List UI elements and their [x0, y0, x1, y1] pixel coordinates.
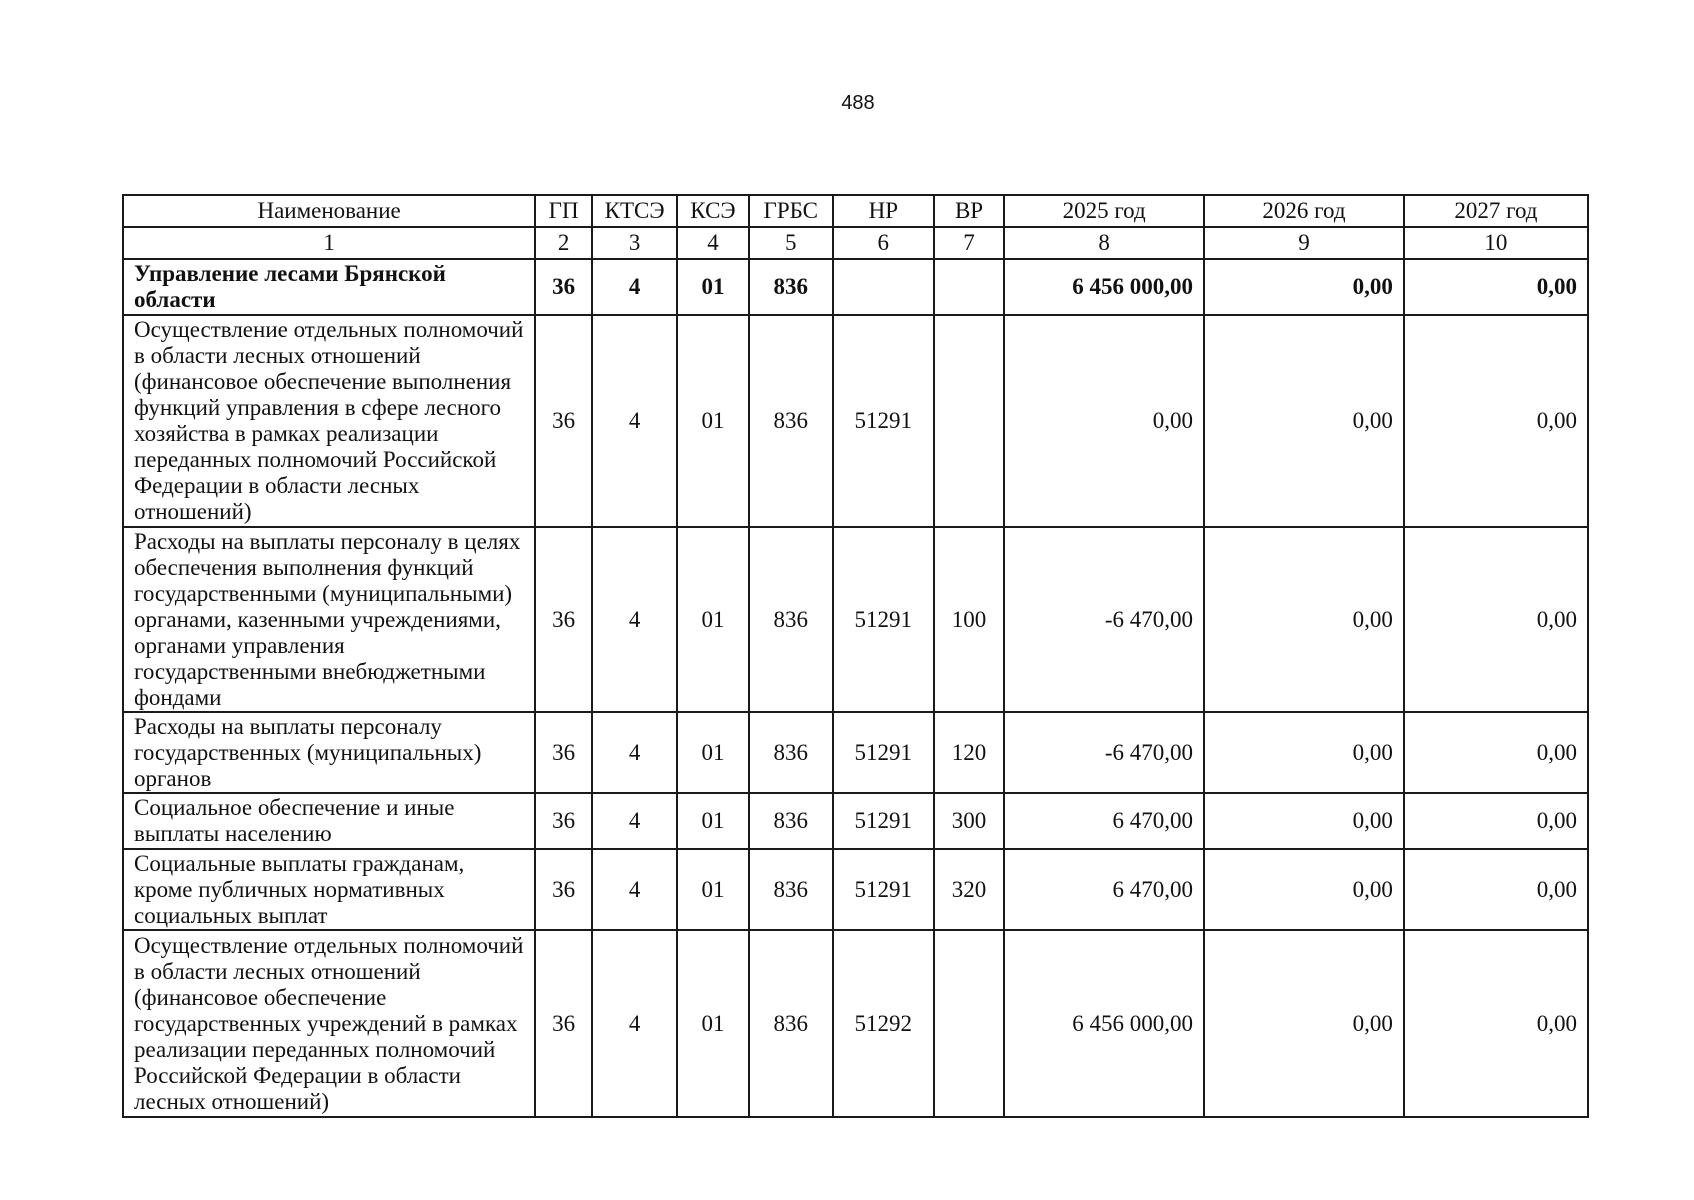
- cell-kse: 01: [677, 793, 749, 849]
- column-number: 8: [1004, 227, 1204, 259]
- cell-ktse: 4: [592, 930, 677, 1117]
- column-number-row: [123, 227, 1588, 259]
- cell-kse: 01: [677, 930, 749, 1117]
- budget-table: [122, 194, 1589, 1118]
- table-row: [123, 930, 1588, 1117]
- column-number: 10: [1404, 227, 1588, 259]
- header-gp: ГП: [535, 195, 592, 227]
- cell-2027: 0,00: [1404, 712, 1588, 793]
- cell-nr: 51291: [833, 849, 934, 930]
- cell-2026: 0,00: [1204, 259, 1404, 315]
- cell-ktse: 4: [592, 793, 677, 849]
- column-number: 1: [123, 227, 535, 259]
- table-row: [123, 712, 1588, 793]
- cell-gp: 36: [535, 930, 592, 1117]
- header-row: [123, 195, 1588, 227]
- cell-gp: 36: [535, 712, 592, 793]
- cell-ktse: 4: [592, 259, 677, 315]
- cell-kse: 01: [677, 315, 749, 527]
- cell-2027: 0,00: [1404, 849, 1588, 930]
- cell-nr: 51291: [833, 712, 934, 793]
- cell-2026: 0,00: [1204, 930, 1404, 1117]
- table-row: [123, 259, 1588, 315]
- page-number: 488: [841, 92, 875, 114]
- cell-2025: 6 456 000,00: [1004, 930, 1204, 1117]
- cell-name: Социальные выплаты гражданам, кроме публичных нормативных социальных выплат: [123, 849, 535, 930]
- cell-vr: [934, 259, 1004, 315]
- cell-nr: 51291: [833, 527, 934, 712]
- cell-grbs: 836: [749, 259, 833, 315]
- cell-nr: 51291: [833, 793, 934, 849]
- cell-gp: 36: [535, 793, 592, 849]
- cell-ktse: 4: [592, 315, 677, 527]
- cell-name: Расходы на выплаты персоналу в целях обеспечения выполнения функций государственными (муниципальными) органами, казенными учреждениями, органами управления государственными внебюджетными фондами: [123, 527, 535, 712]
- cell-grbs: 836: [749, 849, 833, 930]
- cell-kse: 01: [677, 712, 749, 793]
- column-number: 5: [749, 227, 833, 259]
- header-2027: 2027 год: [1404, 195, 1588, 227]
- header-nr: НР: [833, 195, 934, 227]
- header-2026: 2026 год: [1204, 195, 1404, 227]
- header-grbs: ГРБС: [749, 195, 833, 227]
- header-kse: КСЭ: [677, 195, 749, 227]
- column-number: 3: [592, 227, 677, 259]
- cell-grbs: 836: [749, 315, 833, 527]
- header-2025: 2025 год: [1004, 195, 1204, 227]
- cell-grbs: 836: [749, 793, 833, 849]
- cell-kse: 01: [677, 259, 749, 315]
- header-ktse: КТСЭ: [592, 195, 677, 227]
- cell-gp: 36: [535, 527, 592, 712]
- cell-grbs: 836: [749, 527, 833, 712]
- cell-2025: -6 470,00: [1004, 712, 1204, 793]
- table-row: [123, 849, 1588, 930]
- header-vr: ВР: [934, 195, 1004, 227]
- cell-vr: [934, 315, 1004, 527]
- cell-vr: 120: [934, 712, 1004, 793]
- cell-vr: 320: [934, 849, 1004, 930]
- cell-2026: 0,00: [1204, 315, 1404, 527]
- cell-name: Управление лесами Брянской области: [123, 259, 535, 315]
- cell-2026: 0,00: [1204, 849, 1404, 930]
- cell-nr: [833, 259, 934, 315]
- cell-grbs: 836: [749, 712, 833, 793]
- cell-name: Осуществление отдельных полномочий в области лесных отношений (финансовое обеспечение государственных учреждений в рамках реализации переданных полномочий Российской Федерации в области лесных отношений): [123, 930, 535, 1117]
- cell-nr: 51291: [833, 315, 934, 527]
- column-number: 9: [1204, 227, 1404, 259]
- cell-2027: 0,00: [1404, 259, 1588, 315]
- table-row: [123, 793, 1588, 849]
- cell-name: Осуществление отдельных полномочий в области лесных отношений (финансовое обеспечение выполнения функций управления в сфере лесного хозяйства в рамках реализации переданных полномочий Российской Федерации в области лесных отношений): [123, 315, 535, 527]
- cell-2025: 0,00: [1004, 315, 1204, 527]
- cell-grbs: 836: [749, 930, 833, 1117]
- cell-2025: 6 470,00: [1004, 849, 1204, 930]
- cell-2025: 6 470,00: [1004, 793, 1204, 849]
- cell-ktse: 4: [592, 849, 677, 930]
- cell-kse: 01: [677, 849, 749, 930]
- cell-ktse: 4: [592, 712, 677, 793]
- cell-ktse: 4: [592, 527, 677, 712]
- cell-kse: 01: [677, 527, 749, 712]
- cell-vr: 300: [934, 793, 1004, 849]
- table-row: [123, 527, 1588, 712]
- header-name: Наименование: [123, 195, 535, 227]
- column-number: 4: [677, 227, 749, 259]
- cell-gp: 36: [535, 849, 592, 930]
- cell-name: Расходы на выплаты персоналу государственных (муниципальных) органов: [123, 712, 535, 793]
- cell-2026: 0,00: [1204, 527, 1404, 712]
- cell-2026: 0,00: [1204, 793, 1404, 849]
- column-number: 2: [535, 227, 592, 259]
- cell-2027: 0,00: [1404, 930, 1588, 1117]
- column-number: 7: [934, 227, 1004, 259]
- cell-vr: [934, 930, 1004, 1117]
- cell-2027: 0,00: [1404, 527, 1588, 712]
- cell-name: Социальное обеспечение и иные выплаты населению: [123, 793, 535, 849]
- cell-2025: 6 456 000,00: [1004, 259, 1204, 315]
- table-row: [123, 315, 1588, 527]
- cell-vr: 100: [934, 527, 1004, 712]
- cell-2027: 0,00: [1404, 315, 1588, 527]
- cell-nr: 51292: [833, 930, 934, 1117]
- cell-2027: 0,00: [1404, 793, 1588, 849]
- cell-gp: 36: [535, 259, 592, 315]
- cell-gp: 36: [535, 315, 592, 527]
- cell-2026: 0,00: [1204, 712, 1404, 793]
- cell-2025: -6 470,00: [1004, 527, 1204, 712]
- column-number: 6: [833, 227, 934, 259]
